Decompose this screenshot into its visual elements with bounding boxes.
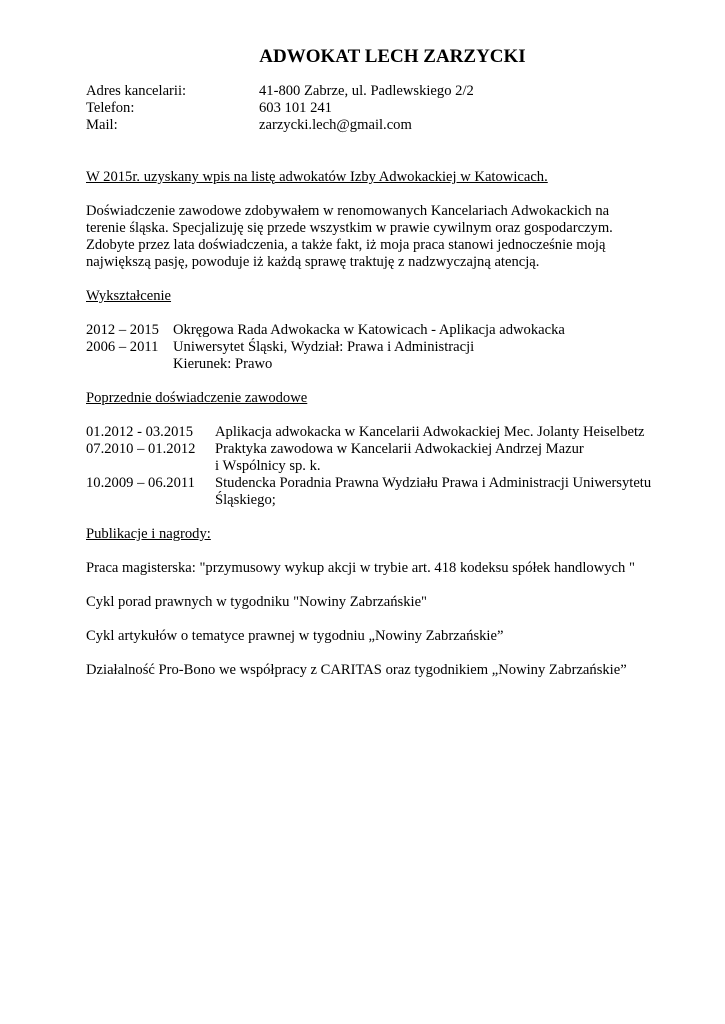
experience-item-continuation <box>86 492 666 509</box>
education-dates: 2012 – 2015 <box>86 322 159 338</box>
experience-description: Śląskiego; <box>215 492 276 508</box>
contact-value: 41-800 Zabrze, ul. Padlewskiego 2/2 <box>259 83 474 99</box>
paragraph-line: terenie śląska. Specjalizuję się przede wszystkim w prawie cywilnym oraz gospodarczym. <box>86 220 613 236</box>
experience-dates: 01.2012 - 03.2015 <box>86 424 194 440</box>
experience-description: i Wspólnicy sp. k. <box>215 458 321 474</box>
experience-description: Studencka Poradnia Prawna Wydziału Prawa i Administracji Uniwersytetu <box>215 475 652 491</box>
publication-item: Cykl artykułów o tematyce prawnej w tygodniu „Nowiny Zabrzańskie” <box>86 628 504 644</box>
education-item <box>86 339 666 356</box>
contact-label: Mail: <box>86 117 118 133</box>
experience-dates: 07.2010 – 01.2012 <box>86 441 196 457</box>
education-item <box>86 322 666 339</box>
contact-row-address <box>86 83 666 100</box>
experience-item <box>86 424 666 441</box>
experience-item <box>86 475 666 492</box>
page-title: ADWOKAT LECH ZARZYCKI <box>259 46 526 67</box>
document-body <box>86 83 666 679</box>
contact-section <box>86 83 666 134</box>
intro-paragraph <box>86 203 666 271</box>
education-list <box>86 322 666 373</box>
contact-row-mail <box>86 117 666 134</box>
education-description: Uniwersytet Śląski, Wydział: Prawa i Administracji <box>173 339 475 355</box>
contact-value: zarzycki.lech@gmail.com <box>259 117 412 133</box>
publication-item: Cykl porad prawnych w tygodniku "Nowiny Zabrzańskie" <box>86 594 428 610</box>
experience-item-continuation <box>86 458 666 475</box>
education-description: Okręgowa Rada Adwokacka w Katowicach - Aplikacja adwokacka <box>173 322 565 338</box>
bar-entry-statement: W 2015r. uzyskany wpis na listę adwokatów Izby Adwokackiej w Katowicach. <box>86 169 548 185</box>
paragraph-line: Zdobyte przez lata doświadczenia, a także fakt, iż moja praca stanowi jednocześnie moją <box>86 237 606 253</box>
contact-label: Adres kancelarii: <box>86 83 187 99</box>
contact-row-phone <box>86 100 666 117</box>
experience-description: Aplikacja adwokacka w Kancelarii Adwokackiej Mec. Jolanty Heiselbetz <box>215 424 645 440</box>
publications-heading: Publikacje i nagrody: <box>86 526 211 542</box>
education-dates: 2006 – 2011 <box>86 339 159 355</box>
publication-item: Działalność Pro-Bono we współpracy z CARITAS oraz tygodnikiem „Nowiny Zabrzańskie” <box>86 662 627 678</box>
experience-item <box>86 441 666 458</box>
education-heading: Wykształcenie <box>86 288 172 304</box>
experience-list <box>86 424 666 509</box>
education-description: Kierunek: Prawo <box>173 356 273 372</box>
contact-label: Telefon: <box>86 100 135 116</box>
publication-item: Praca magisterska: "przymusowy wykup akcji w trybie art. 418 kodeksu spółek handlowych " <box>86 560 635 576</box>
paragraph-line: największą pasję, powoduje iż każdą sprawę traktuję z nadzwyczajną atencją. <box>86 254 540 270</box>
experience-description: Praktyka zawodowa w Kancelarii Adwokackiej Andrzej Mazur <box>215 441 584 457</box>
contact-value: 603 101 241 <box>259 100 332 116</box>
experience-dates: 10.2009 – 06.2011 <box>86 475 195 491</box>
education-item-continuation <box>86 356 666 373</box>
paragraph-line: Doświadczenie zawodowe zdobywałem w renomowanych Kancelariach Adwokackich na <box>86 203 610 219</box>
experience-heading: Poprzednie doświadczenie zawodowe <box>86 390 308 406</box>
